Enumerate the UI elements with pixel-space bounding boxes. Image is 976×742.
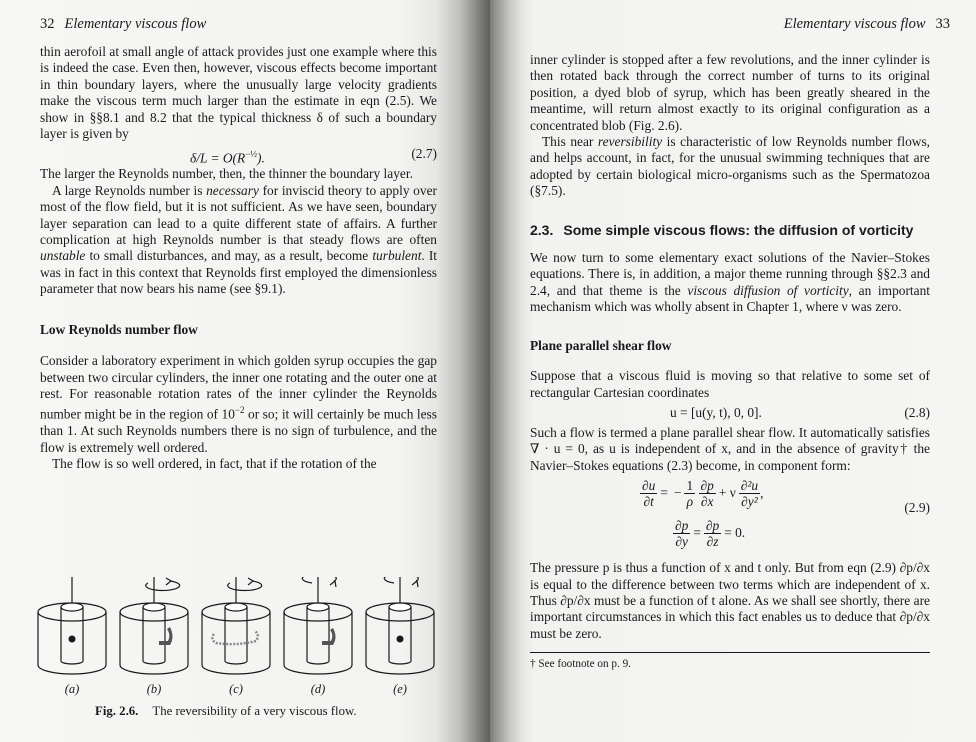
paragraph: This near reversibility is characteristic of low Reynolds number flows, and helps account, in fact, for the unusual swimming techniques that are adopted by certain biological micro-organisms such as the Spermatozoa (§7.5). [530, 134, 930, 199]
paragraph: Such a flow is termed a plane parallel shear flow. It automatically satisfies ∇ · u = 0, as u is independent of x, and in the absence of gravity† the Navier–Stokes equations (2.3) become, in component form: [530, 424, 930, 473]
paragraph: The larger the Reynolds number, then, the thinner the boundary layer. [40, 166, 413, 182]
right-running-head [784, 16, 950, 33]
subsection-heading: Low Reynolds number flow [40, 321, 198, 337]
cylinder-diagram-e [364, 577, 436, 677]
left-text-column [40, 44, 437, 472]
paragraph: A large Reynolds number is necessary for inviscid theory to apply over most of the flow field, but it is not sufficient. As we have seen, boundary layer separation can lead to a quite different state of affairs. A further complication at high Reynolds number is that steady flows are often unstable to small disturbances, and may, as a result, become turbulent. It was in fact in this context that Reynolds first employed the dimensionless parameter that now bears his name (see §9.1). [40, 182, 437, 297]
section-heading: 2.3. Some simple viscous flows: the diffusion of vorticity [530, 221, 914, 238]
paragraph: Suppose that a viscous fluid is moving so that relative to some set of rectangular Cartesian coordinates [530, 368, 930, 400]
left-running-head [40, 16, 206, 33]
panel-label: (c) [229, 682, 243, 696]
equation-number: (2.7) [411, 146, 437, 162]
panel-label: (a) [64, 682, 80, 696]
page-number: 33 [935, 16, 950, 32]
equation-number: (2.8) [904, 404, 930, 420]
paragraph: We now turn to some elementary exact solutions of the Navier–Stokes equations. There is, in addition, a major theme running through §§2.3 and 2.4, and that theme is the viscous diffusion of vorticity, an important mechanism which was wholly absent in Chapter 1, where ν was zero. [530, 250, 930, 315]
paragraph: The flow is so well ordered, in fact, that if the rotation of the [52, 456, 377, 471]
right-page [490, 0, 976, 742]
figure-2-6 [30, 577, 440, 696]
cylinder-diagram-a [36, 577, 108, 677]
panel-label: (e) [393, 682, 407, 696]
cylinder-diagram-d [282, 577, 354, 677]
momentum-equation: $\frac{\partial u}{\partial t}$ = − $\frac{1}{\rho}$ $\frac{\partial p}{\partial x}$ + ν $\frac{\text{∂²u}}{\text{∂y²}}$ , [642, 478, 764, 510]
equation-2-9 [530, 474, 930, 552]
figure-caption: Fig. 2.6. The reversibility of a very viscous flow. [95, 704, 357, 718]
running-title: Elementary viscous flow [64, 16, 207, 32]
cylinder-diagram-c [200, 577, 272, 677]
pressure-equation: $\frac{\partial p}{\partial y}$ = $\frac{\partial p}{\partial z}$ = 0. [675, 518, 746, 550]
footnote-divider [530, 652, 930, 653]
subsection-heading: Plane parallel shear flow [530, 337, 672, 353]
paragraph: inner cylinder is stopped after a few revolutions, and the inner cylinder is then rotated back through the correct number of turns to its original position, a dyed blob of syrup, which has been greatly sheared in the meantime, will return almost exactly to its original configuration as a concentrated blob (Fig. 2.6). [530, 52, 930, 133]
panel-label: (d) [310, 682, 326, 696]
equation-2-8: u = [u(y, t), 0, 0]. (2.8) [530, 401, 930, 425]
paragraph: Consider a laboratory experiment in which golden syrup occupies the gap between two circular cylinders, the inner one rotating and the outer one at rest. For reasonable rotation rates of the inner cylinder the Reynolds number might be in the region of $10^{-2}$ or so; it will certainly be much less than 1. At such Reynolds numbers there is no sign of turbulence, and the flow is extremely well ordered. [40, 353, 437, 455]
running-title: Elementary viscous flow [783, 16, 926, 32]
equation-2-7: $\delta/L = O(R^{-\frac{1}{2}})$. (2.7) [40, 142, 437, 166]
paragraph: The pressure p is thus a function of x and t only. But from eqn (2.9) ∂p/∂x is equal to the difference between two terms which are independent of x. Thus ∂p/∂x must be a function of t alone. As we shall see shortly, there are important circumstances in which this fact enables us to deduce that ∂p/∂x must be zero. [530, 560, 930, 641]
cylinder-diagram-b [118, 577, 190, 677]
paragraph: thin aerofoil at small angle of attack provides just one example where this is indeed the case. Even then, however, viscous effects become important in thin boundary layers, where the unusually large velocity gradients make the viscous term much larger than the estimate in eqn (2.5). We show in §§8.1 and 8.2 that the typical thickness δ of such a boundary layer is given by [40, 44, 437, 142]
panel-label: (b) [146, 682, 162, 696]
right-text-column [530, 52, 930, 673]
page-number: 32 [40, 16, 55, 32]
footnote: † See footnote on p. 9. [530, 658, 631, 671]
equation-number: (2.9) [904, 500, 930, 516]
